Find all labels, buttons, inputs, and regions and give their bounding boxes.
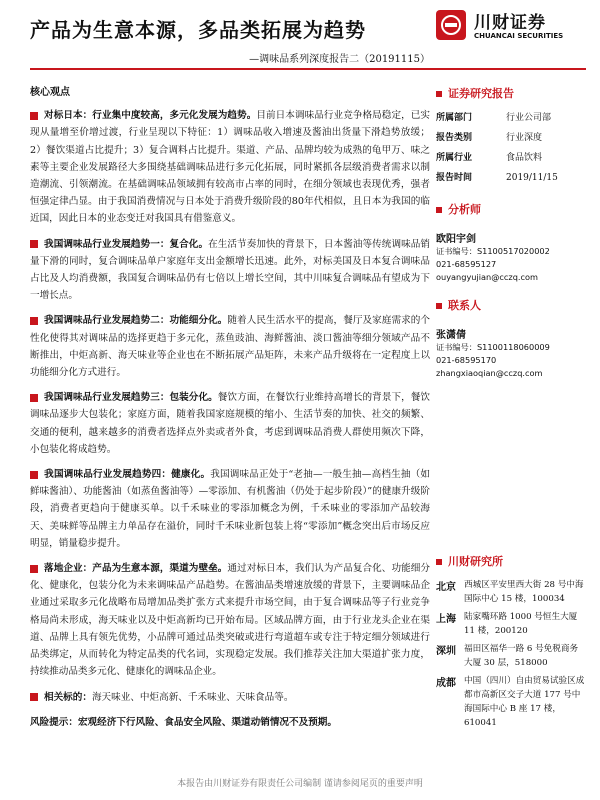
analyst-phone: 021-68595127	[436, 259, 497, 269]
square-marker-icon	[436, 559, 442, 565]
institute-heading: 川财研究所	[436, 552, 586, 572]
info-row-industry: 所属行业 食品饮料	[436, 153, 543, 163]
bullet-icon	[30, 112, 38, 120]
paragraph-companies: 落地企业：产品为生意本源，渠道为壁垒。通过对标日本，我们认为产品复合化、功能细分化、健康化，包装分化为未来调味品产品趋势。在酱油品类增速放缓的背景下，主要调味品企业通过采取多元化战略布局增加品类扩张方式来提升市场空间，由于复合调味品等子行业竞争格局尚未形成，海天味业以及中炬高新均已开始布局。区域品牌方面，由于行业龙头企业在渠道、品牌上具有领先优势，小品牌可通过品类突破或进行弯道超车或专注于特定细分领域进行品类绑定，从而转化为特定品类的代名词，实现稳定发展。我们推荐关注加大渠道扩张力度，持续推动品类多元化、健康化的调味品企业。	[30, 563, 430, 678]
bullet-icon	[30, 471, 38, 479]
company-logo	[436, 8, 586, 50]
office-shenzhen: 深圳 福田区福华一路 6 号免税商务大厦 30 层，518000	[436, 644, 579, 668]
logo-cn-text: 川财证券	[474, 13, 546, 33]
office-chengdu: 成都 中国（四川）自由贸易试验区成都市高新区交子大道 177 号中海国际中心 B 座 17 楼，610041	[436, 676, 585, 728]
analyst-heading: 分析师	[436, 200, 586, 220]
paragraph-trend-1: 我国调味品行业发展趋势一：复合化。在生活节奏加快的背景下，日本酱油等传统调味品销量下滑的同时，复合调味品单户家庭年支出金额增长迅速。此外，对标美国及日本复合调味品占比及人均消费额，我国复合调味品仍有七倍以上增长空间，其中川味复合调味品有望成为下一增长点。	[30, 238, 431, 302]
info-row-department: 所属部门 行业公司部	[436, 113, 552, 123]
bullet-icon	[30, 317, 38, 325]
paragraph-targets: 相关标的：海天味业、中炬高新、千禾味业、天味食品等。	[30, 689, 430, 706]
paragraph-benchmark-japan: 对标日本：行业集中度较高，多元化发展为趋势。目前日本调味品行业竞争格局稳定，已实现从量增至价增过渡，行业呈现以下特征：1）调味品收入增速及酱油出货量下滑趋势放缓；2）餐饮渠道占比提升；3）复合调料占比提升。渠道、产品、品牌均较为成熟的龟甲万、味之素等主要企业发展路径大多围绕基础调味品进行多元化拓展，同时紧抓各层级消费者需求以制造潮流、引领潮流。在基础调味品领域拥有较高市占率的同时，在细分领域也表现优秀，强者恒强定律凸显。由于我国消费情况与日本处于消费升级阶段的80年代相似，且日本为我国的临近国，因此日本的业态变迁对我国具有借鉴意义。	[30, 110, 431, 225]
main-content	[30, 84, 430, 731]
page-footer: 本报告由川财证券有限责任公司编制 谨请参阅尾页的重要声明	[177, 779, 423, 789]
info-row-date: 报告时间 2019/11/15	[436, 173, 558, 183]
square-marker-icon	[436, 303, 442, 309]
risk-warning: 风险提示：宏观经济下行风险、食品安全风险、渠道动销情况不及预期。	[30, 716, 337, 728]
analyst-name: 欧阳宇剑	[436, 234, 476, 245]
logo-emblem-icon	[436, 10, 466, 40]
header-divider	[30, 68, 586, 70]
bullet-icon	[30, 240, 38, 248]
contact-block	[436, 326, 586, 380]
contact-heading: 联系人	[436, 296, 586, 316]
analyst-block	[436, 230, 586, 284]
paragraph-trend-4: 我国调味品行业发展趋势四：健康化。我国调味品正处于“老抽—一般生抽—高档生抽（如鲜味酱油）、功能酱油（如蒸鱼酱油等）—零添加、有机酱油（仍处于起步阶段）”的健康升级阶段，消费者更趋向于健康买单。以千禾味业的零添加概念为例，千禾味业的零添加产品较海天、美味鲜等品牌主力单品存在溢价，同时千禾味业新包装上将“零添加”概念突出后市场反应明显，销量稳步提升。	[30, 469, 431, 549]
bullet-icon	[30, 394, 38, 402]
analyst-email[interactable]: ouyangyujian@cczq.com	[436, 272, 539, 282]
sidebar	[436, 84, 586, 734]
report-info-heading: 证券研究报告	[436, 84, 586, 104]
logo-en-text: CHUANCAI SECURITIES	[474, 32, 564, 40]
section-label: 核心观点	[30, 87, 70, 98]
contact-name: 张潇倩	[436, 330, 466, 341]
square-marker-icon	[436, 91, 442, 97]
info-row-category: 报告类别 行业深度	[436, 133, 543, 143]
contact-cert: 证书编号：S1100118060009	[436, 342, 550, 352]
office-beijing: 北京 西城区平安里西大街 28 号中海国际中心 15 楼，100034	[436, 580, 584, 604]
report-subtitle: —调味品系列深度报告二（20191115）	[249, 54, 430, 65]
analyst-cert: 证书编号：S1100517020002	[436, 246, 550, 256]
contact-email[interactable]: zhangxiaoqian@cczq.com	[436, 368, 543, 378]
paragraph-trend-3: 我国调味品行业发展趋势三：包装分化。餐饮方面，在餐饮行业维持高增长的背景下，餐饮调味品逐步大包装化；家庭方面，随着我国家庭规模的缩小、生活节奏的加快、社交的频繁、交通的便利，越来越多的消费者选择点外卖或者外食，考虑到调味品消费人群使用频次下降，小包装化将成趋势。	[30, 392, 431, 455]
report-title: 产品为生意本源，多品类拓展为趋势	[30, 18, 366, 42]
square-marker-icon	[436, 207, 442, 213]
paragraph-trend-2: 我国调味品行业发展趋势二：功能细分化。随着人民生活水平的提高，餐厅及家庭需求的个性化使得其对调味品的选择更趋于多元化，蒸鱼豉油、海鲜酱油、淡口酱油等细分领域产品不断推出，中炬高新、海天味业等企业也在不断拓展产品矩阵，未来产品升级将在一定程度上以功能细分化方式进行。	[30, 315, 430, 379]
contact-phone: 021-68595170	[436, 355, 497, 365]
office-list	[436, 578, 586, 730]
bullet-icon	[30, 693, 38, 701]
bullet-icon	[30, 565, 38, 573]
office-shanghai: 上海 陆家嘴环路 1000 号恒生大厦 11 楼，200120	[436, 612, 578, 636]
